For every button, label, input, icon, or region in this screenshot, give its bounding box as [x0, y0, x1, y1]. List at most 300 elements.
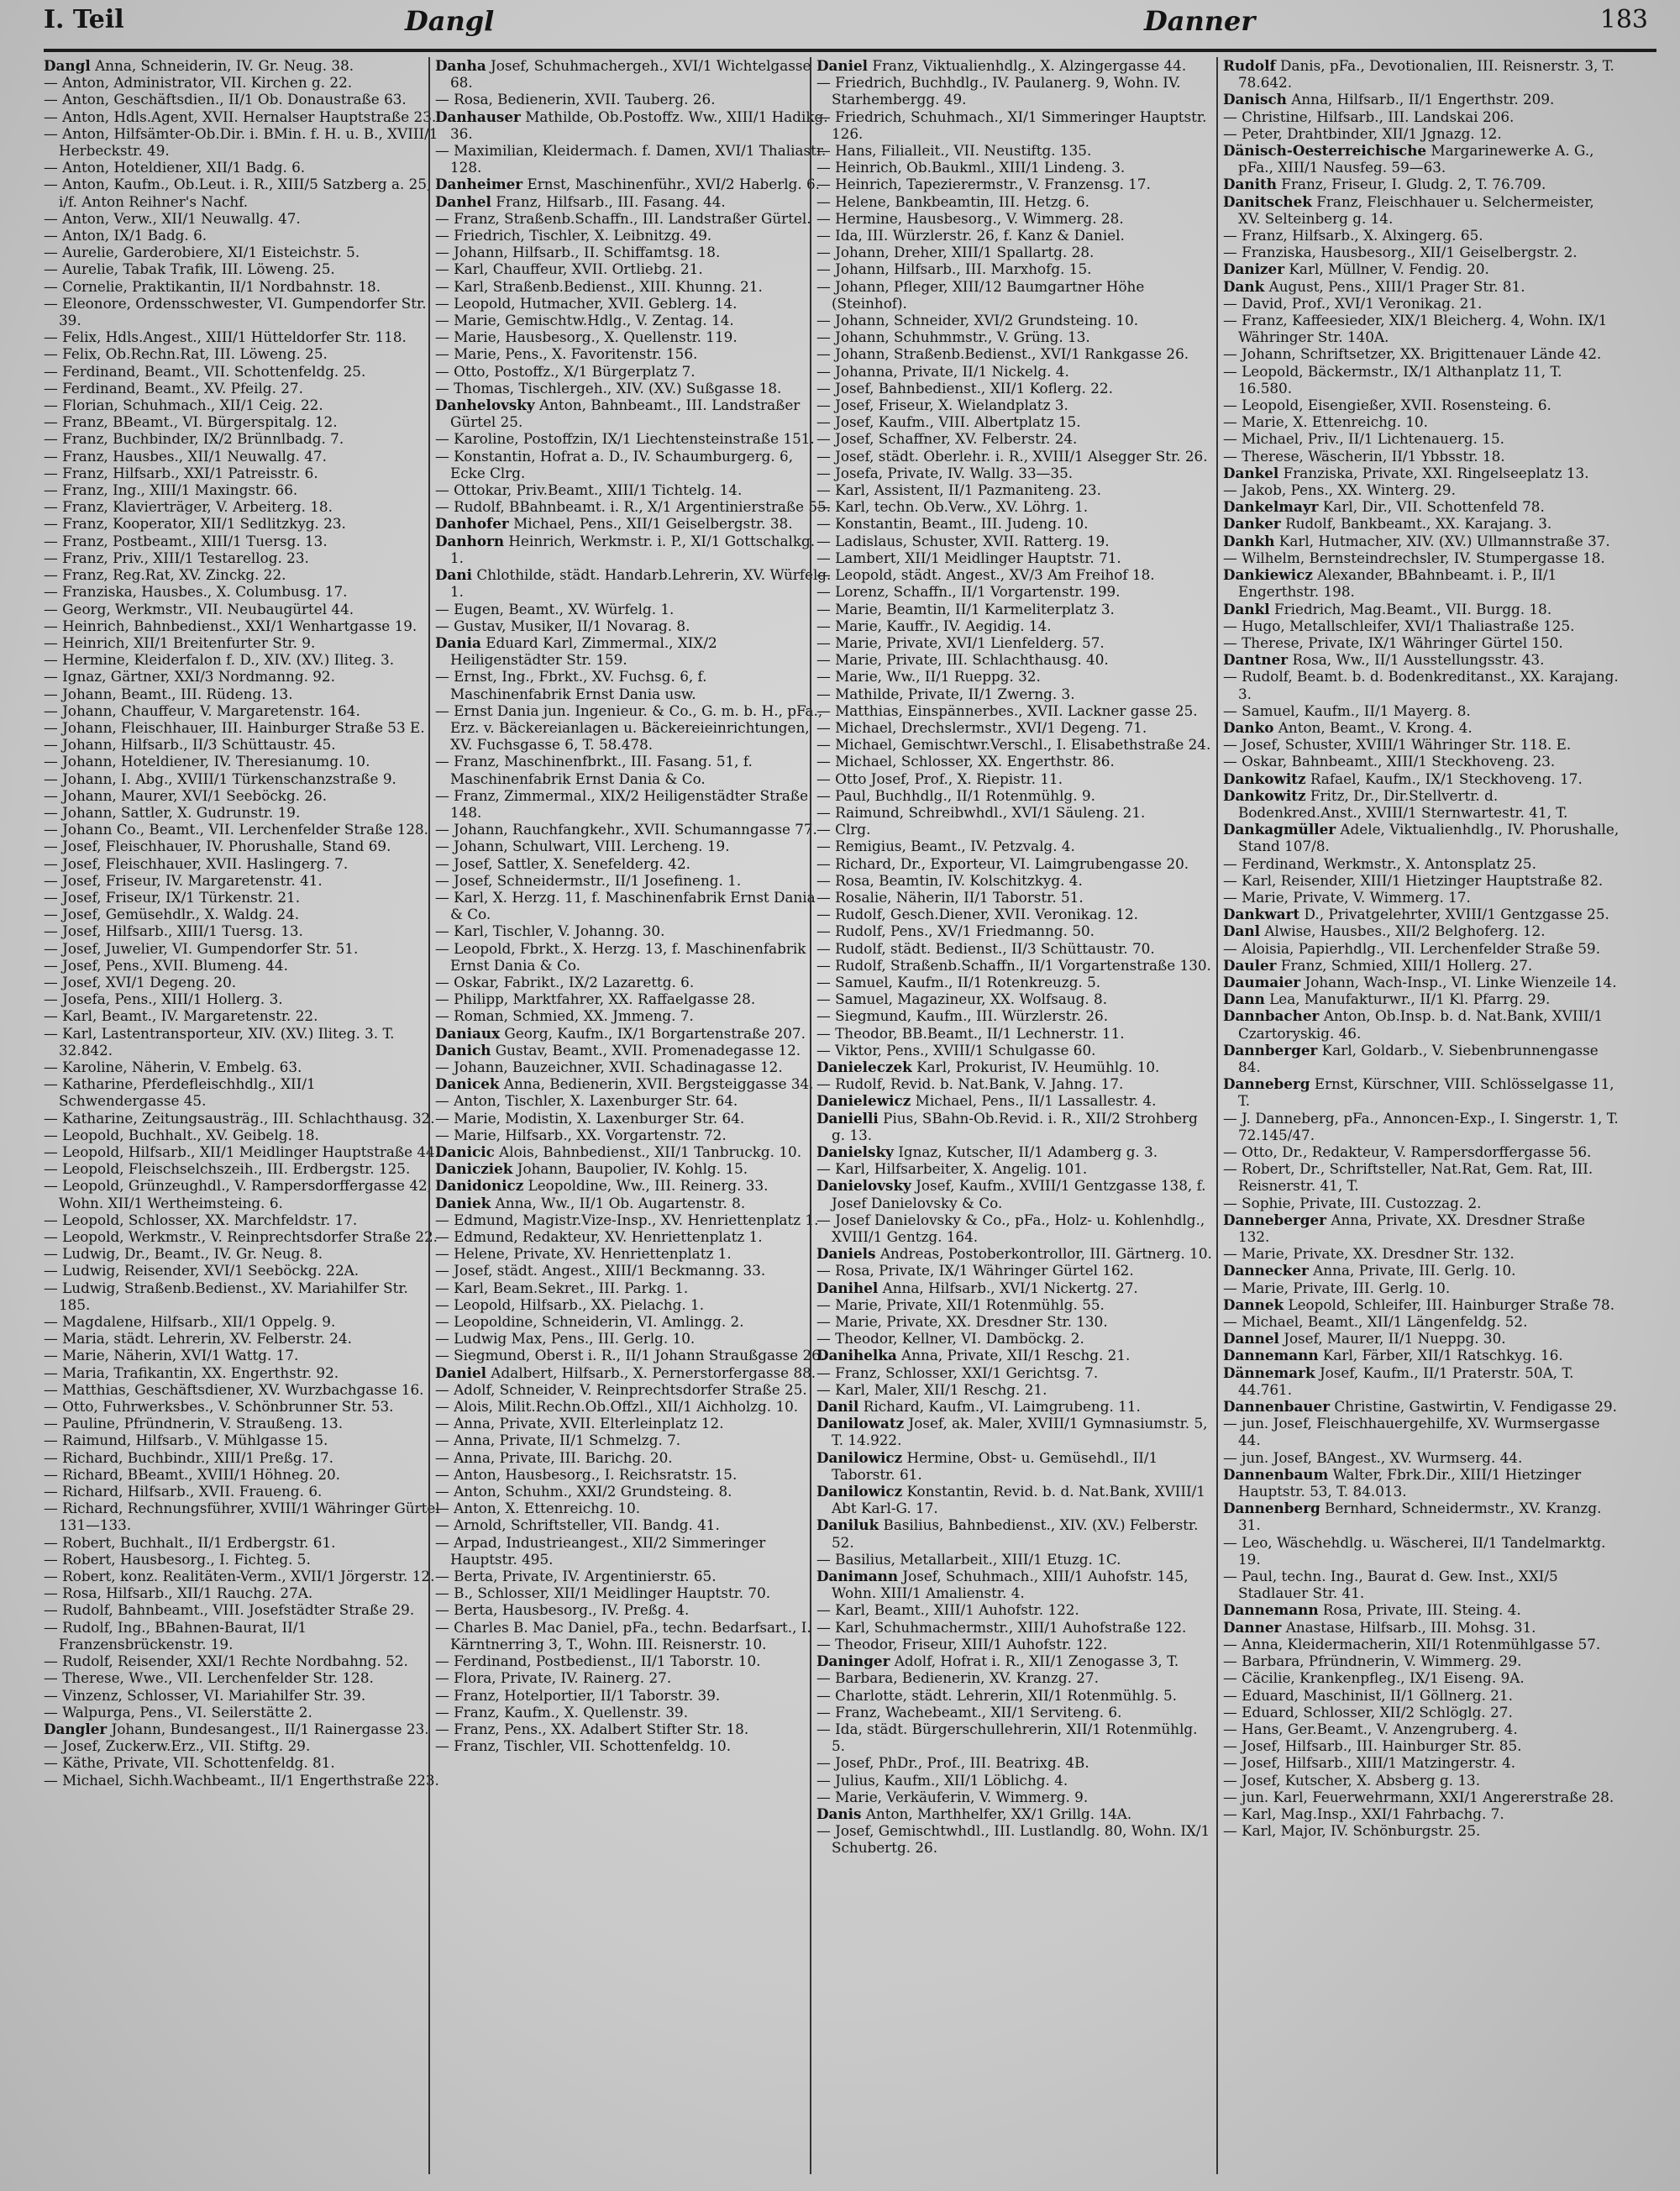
directory-entry: — Christine, Hilfsarb., III. Landskai 206. — [1223, 108, 1515, 125]
directory-entry: — Katharine, Pferdefleischhdlg., XII/1 Schwendergasse 45. — [44, 1075, 316, 1110]
directory-entry: — Marie, Hilfsarb., XX. Vorgartenstr. 72. — [435, 1126, 727, 1143]
entry-surname: Danneberger — [1223, 1211, 1327, 1228]
directory-entry: — Konstantin, Beamt., III. Judeng. 10. — [816, 515, 1089, 533]
directory-entry: Danhauser Mathilde, Ob.Postoffz. Ww., XIII/1 Hadikg. 36. — [435, 108, 828, 142]
directory-entry: Daniels Andreas, Postoberkontrollor, III. Gärtnerg. 10. — [816, 1245, 1212, 1263]
directory-entry: — J. Danneberg, pFa., Annoncen-Exp., I. Singerstr. 1, T. 72.145/47. — [1223, 1109, 1619, 1143]
directory-entry: — Franz, Tischler, VII. Schottenfeldg. 10. — [435, 1737, 732, 1755]
entry-surname: Dankowitz — [1223, 786, 1306, 804]
directory-entry: — Walpurga, Pens., VI. Seilerstätte 2. — [44, 1703, 312, 1721]
directory-entry: — Rosa, Hilfsarb., XII/1 Rauchg. 27A. — [44, 1584, 313, 1602]
directory-entry: — Karl, Assistent, II/1 Pazmaniteng. 23. — [816, 481, 1101, 499]
page-number: 183 — [1599, 5, 1648, 34]
directory-entry: — Ernst Dania jun. Ingenieur. & Co., G. m. b. H., pFa., Erz. v. Bäckereianlagen u. Bäckereieinrichtungen, XV. Fuchsgasse 6, T. 58.478. — [435, 701, 823, 754]
directory-entry: — Otto, Fuhrwerksbes., V. Schönbrunner Str. 53. — [44, 1398, 394, 1416]
page-header — [44, 5, 1656, 49]
directory-entry: — Ferdinand, Beamt., VII. Schottenfeldg. 25. — [44, 362, 366, 380]
entry-surname: Danneberg — [1223, 1075, 1310, 1093]
directory-entry: — Leopold, Werkmstr., V. Reinprechtsdorfer Straße 22. — [44, 1228, 438, 1246]
directory-entry: — Käthe, Private, VII. Schottenfeldg. 81. — [44, 1754, 335, 1772]
directory-entry: Dannel Josef, Maurer, II/1 Nueppg. 30. — [1223, 1330, 1506, 1348]
directory-entry: — Roman, Schmied, XX. Jmmeng. 7. — [435, 1007, 694, 1025]
directory-entry: — Karl, techn. Ob.Verw., XV. Löhrg. 1. — [816, 498, 1089, 516]
directory-entry: — Eduard, Schlosser, XII/2 Schlöglg. 27. — [1223, 1703, 1513, 1721]
directory-entry: — Karl, X. Herzg. 11, f. Maschinenfabrik Ernst Dania & Co. — [435, 888, 816, 923]
directory-entry: — Karl, Chauffeur, XVII. Ortliebg. 21. — [435, 260, 703, 278]
directory-entry: — Robert, Hausbesorg., I. Fichteg. 5. — [44, 1550, 311, 1568]
directory-entry: — Franz, Kaufm., X. Quellenstr. 39. — [435, 1703, 689, 1721]
directory-entry: — Viktor, Pens., XVIII/1 Schulgasse 60. — [816, 1041, 1096, 1059]
directory-entry: Dangl Anna, Schneiderin, IV. Gr. Neug. 38. — [44, 57, 354, 74]
entry-surname: Dannel — [1223, 1330, 1279, 1348]
directory-entry: — Ladislaus, Schuster, XVII. Ratterg. 19. — [816, 532, 1110, 549]
directory-entry: — Franz, Kaffeesieder, XIX/1 Bleicherg. 4, Wohn. IX/1 Währinger Str. 140A. — [1223, 312, 1608, 346]
directory-entry: Dannenbaum Walter, Fbrk.Dir., XIII/1 Hietzinger Hauptstr. 53, T. 84.013. — [1223, 1465, 1582, 1500]
directory-entry: Dantner Rosa, Ww., II/1 Ausstellungsstr. 43. — [1223, 651, 1545, 669]
directory-entry: — Marie, Private, XX. Dresdner Str. 130. — [816, 1313, 1108, 1331]
directory-entry: — Samuel, Kaufm., II/1 Rotenkreuzg. 5. — [816, 973, 1101, 990]
directory-entry: — Otto, Postoffz., X/1 Bürgerplatz 7. — [435, 362, 696, 380]
directory-entry: Danker Rudolf, Bankbeamt., XX. Karajang. 3. — [1223, 515, 1552, 533]
directory-entry: — Josef, Schneidermstr., II/1 Josefineng. 1. — [435, 871, 742, 889]
directory-entry: — Rudolf, Revid. b. Nat.Bank, V. Jahng. 17. — [816, 1075, 1124, 1093]
directory-entry: — Karl, Hilfsarbeiter, X. Angelig. 101. — [816, 1160, 1088, 1178]
directory-entry: — Karl, Tischler, V. Johanng. 30. — [435, 922, 665, 940]
entry-surname: Dannenbaum — [1223, 1465, 1329, 1483]
entry-surname: Danihel — [816, 1279, 879, 1296]
directory-entry: Danielli Pius, SBahn-Ob.Revid. i. R., XII/2 Strohberg g. 13. — [816, 1109, 1198, 1143]
directory-entry: Dankwart D., Privatgelehrter, XVIII/1 Gentzgasse 25. — [1223, 906, 1609, 923]
directory-entry: Danisch Anna, Hilfsarb., II/1 Engerthstr. 209. — [1223, 91, 1555, 108]
directory-entry: Dannemann Rosa, Private, III. Steing. 4. — [1223, 1601, 1521, 1619]
directory-entry: — Anton, Schuhm., XXI/2 Grundsteing. 8. — [435, 1483, 732, 1500]
directory-entry: — Josef, Friseur, IX/1 Türkenstr. 21. — [44, 888, 301, 906]
directory-entry: Danha Josef, Schuhmachergeh., XVI/1 Wichtelgasse 68. — [435, 57, 811, 92]
directory-entry: — Johann, Bauzeichner, XVII. Schadinagasse 12. — [435, 1058, 783, 1075]
directory-entry: Danil Richard, Kaufm., VI. Laimgrubeng. 11. — [816, 1398, 1141, 1416]
directory-entry: — Josef, Schuster, XVIII/1 Währinger Str. 118. E. — [1223, 736, 1572, 754]
directory-entry: — Leopold, Hilfsarb., XX. Pielachg. 1. — [435, 1295, 705, 1313]
entry-surname: Dannberger — [1223, 1041, 1318, 1059]
directory-entry: — Aurelie, Tabak Trafik, III. Löweng. 25. — [44, 260, 335, 278]
directory-entry: Danicziek Johann, Baupolier, IV. Kohlg. 15. — [435, 1160, 748, 1178]
directory-entry: — Therese, Wwe., VII. Lerchenfelder Str. 128. — [44, 1669, 374, 1687]
directory-entry: — Rosa, Bedienerin, XVII. Tauberg. 26. — [435, 91, 716, 108]
directory-entry: — Anton, Hausbesorg., I. Reichsratstr. 15. — [435, 1465, 738, 1483]
directory-entry: Danicic Alois, Bahnbedienst., XII/1 Tanbruckg. 10. — [435, 1143, 802, 1160]
directory-entry: — Leopold, städt. Angest., XV/3 Am Freihof 18. — [816, 566, 1155, 584]
directory-entry: Danl Alwise, Hausbes., XII/2 Belghoferg. 12. — [1223, 922, 1546, 940]
directory-entry: — Josef, Fleischhauer, IV. Phorushalle, Stand 69. — [44, 838, 391, 855]
directory-entry: — B., Schlosser, XII/1 Meidlinger Hauptstr. 70. — [435, 1584, 771, 1602]
directory-entry: — Josef, Zuckerw.Erz., VII. Stiftg. 29. — [44, 1737, 311, 1755]
directory-entry: — Helene, Bankbeamtin, III. Hetzg. 6. — [816, 192, 1090, 210]
directory-entry: — Karl, Schuhmachermstr., XIII/1 Auhofstraße 122. — [816, 1618, 1187, 1636]
directory-entry: — Franz, Ing., XIII/1 Maxingstr. 66. — [44, 481, 298, 499]
directory-entry: — Johann, Schriftsetzer, XX. Brigittenauer Lände 42. — [1223, 345, 1602, 363]
directory-entry: — Felix, Ob.Rechn.Rat, III. Löweng. 25. — [44, 345, 328, 363]
directory-entry: — Josef, Sattler, X. Senefelderg. 42. — [435, 854, 690, 872]
directory-entry: — Therese, Wäscherin, II/1 Ybbsstr. 18. — [1223, 447, 1505, 465]
directory-entry: — Eduard, Maschinist, II/1 Göllnerg. 21. — [1223, 1686, 1513, 1704]
entry-surname: Danidonicz — [435, 1177, 524, 1195]
directory-entry: — Franz, Wachebeamt., XII/1 Serviteng. 6. — [816, 1703, 1122, 1721]
directory-entry: — Leopold, Buchhalt., XV. Geibelg. 18. — [44, 1126, 319, 1143]
directory-entry: — Leopold, Grünzeughdl., V. Rampersdorffergasse 42, Wohn. XII/1 Wertheimsteing. 6. — [44, 1177, 432, 1211]
directory-entry: — Josefa, Private, IV. Wallg. 33—35. — [816, 464, 1074, 481]
directory-entry: — Florian, Schuhmach., XII/1 Ceig. 22. — [44, 397, 323, 414]
directory-entry: — Johann, Hilfsarb., III. Marxhofg. 15. — [816, 260, 1092, 278]
directory-entry: Danimann Josef, Schuhmach., XIII/1 Auhofstr. 145, Wohn. XIII/1 Amalienstr. 4. — [816, 1568, 1189, 1602]
directory-entry: — Josef, städt. Oberlehr. i. R., XVIII/1 Alsegger Str. 26. — [816, 447, 1208, 465]
entry-surname: Dank — [1223, 277, 1265, 295]
directory-entry: Danner Anastase, Hilfsarb., III. Mohsg. 31. — [1223, 1618, 1536, 1636]
directory-entry: — Josef, PhDr., Prof., III. Beatrixg. 4B. — [816, 1754, 1089, 1772]
directory-entry: — Josef, Kutscher, X. Absberg g. 13. — [1223, 1771, 1481, 1789]
directory-entry: — Paul, Buchhdlg., II/1 Rotenmühlg. 9. — [816, 786, 1095, 804]
directory-entry: — jun. Karl, Feuerwehrmann, XXI/1 Angererstraße 28. — [1223, 1788, 1614, 1805]
directory-entry: — Marie, Private, XII/1 Rotenmühlg. 55. — [816, 1295, 1105, 1313]
entry-surname: Danielewicz — [816, 1092, 911, 1110]
directory-entry: — Lambert, XII/1 Meidlinger Hauptstr. 71. — [816, 549, 1121, 566]
directory-entry: — Franziska, Hausbesorg., XII/1 Geiselbergstr. 2. — [1223, 244, 1578, 261]
directory-entry: — Josef, Gemüsehdlr., X. Waldg. 24. — [44, 906, 300, 923]
directory-entry: — Mathilde, Private, II/1 Zwerng. 3. — [816, 685, 1075, 702]
directory-entry: — Josef, Bahnbedienst., XII/1 Koflerg. 22. — [816, 379, 1113, 397]
column-3 — [810, 57, 1213, 2174]
directory-entry: — Paul, techn. Ing., Baurat d. Gew. Inst., XXI/5 Stadlauer Str. 41. — [1223, 1568, 1558, 1602]
entry-surname: Danicek — [435, 1075, 500, 1093]
directory-entry: — Konstantin, Hofrat a. D., IV. Schaumburgerg. 6, Ecke Clrg. — [435, 447, 794, 481]
entry-surname: Danner — [1223, 1618, 1282, 1636]
directory-entry: — Eugen, Beamt., XV. Würfelg. 1. — [435, 600, 675, 617]
directory-entry: — Ludwig, Reisender, XVI/1 Seeböckg. 22A. — [44, 1262, 360, 1279]
directory-entry: — Eleonore, Ordensschwester, VI. Gumpendorfer Str. 39. — [44, 294, 427, 329]
directory-entry: — Samuel, Kaufm., II/1 Mayerg. 8. — [1223, 701, 1471, 719]
directory-entry: — Oskar, Fabrikt., IX/2 Lazarettg. 6. — [435, 973, 695, 990]
directory-entry: Danhorn Heinrich, Werkmstr. i. P., XI/1 Gottschalkg. 1. — [435, 532, 816, 566]
directory-entry: — Barbara, Bedienerin, XV. Kranzg. 27. — [816, 1669, 1099, 1687]
directory-entry: Dannek Leopold, Schleifer, III. Hainburger Straße 78. — [1223, 1295, 1615, 1313]
directory-entry: Danheimer Ernst, Maschinenführ., XVI/2 Haberlg. 6. — [435, 176, 821, 193]
directory-entry: — Richard, Hilfsarb., XVII. Fraueng. 6. — [44, 1483, 323, 1500]
directory-entry: Danizer Karl, Müllner, V. Fendig. 20. — [1223, 260, 1489, 278]
directory-entry: Dankh Karl, Hutmacher, XIV. (XV.) Ullmannstraße 37. — [1223, 532, 1610, 549]
directory-entry: — Marie, Hausbesorg., X. Quellenstr. 119. — [435, 328, 738, 346]
directory-entry: — Rosa, Beamtin, IV. Kolschitzkyg. 4. — [816, 871, 1083, 889]
directory-entry: — Anna, Private, XVII. Elterleinplatz 12. — [435, 1415, 724, 1432]
directory-entry: — Cornelie, Praktikantin, II/1 Nordbahnstr. 18. — [44, 277, 381, 295]
directory-entry: — Franz, BBeamt., VI. Bürgerspitalg. 12. — [44, 413, 338, 431]
guide-word-right: Danner — [1144, 5, 1256, 37]
directory-entry: — Matthias, Einspännerbes., XVII. Lackner gasse 25. — [816, 701, 1198, 719]
entry-surname: Dännemark — [1223, 1363, 1315, 1381]
directory-entry: — Marie, Private, III. Gerlg. 10. — [1223, 1279, 1451, 1296]
directory-entry: — Josef, Hilfsarb., XIII/1 Tuersg. 13. — [44, 922, 303, 940]
directory-entry: — Johann, I. Abg., XVIII/1 Türkenschanzstraße 9. — [44, 770, 396, 787]
directory-entry: — Ernst, Ing., Fbrkt., XV. Fuchsg. 6, f. Maschinenfabrik Ernst Dania usw. — [435, 668, 707, 702]
directory-entry: — Adolf, Schneider, V. Reinprechtsdorfer Straße 25. — [435, 1380, 807, 1398]
directory-entry: Danidonicz Leopoldine, Ww., III. Reinerg. 33. — [435, 1177, 769, 1195]
directory-entry: — Ludwig, Straßenb.Bedienst., XV. Mariahilfer Str. 185. — [44, 1279, 408, 1313]
directory-columns — [44, 57, 1656, 2174]
directory-entry: Dank August, Pens., XIII/1 Prager Str. 81. — [1223, 277, 1525, 295]
directory-entry: — Franz, Postbeamt., XIII/1 Tuersg. 13. — [44, 532, 328, 549]
directory-entry: — Franz, Straßenb.Schaffn., III. Landstraßer Gürtel. — [435, 209, 811, 227]
directory-entry: Danis Anton, Marthhelfer, XX/1 Grillg. 14A. — [816, 1805, 1132, 1822]
entry-surname: Daniel — [816, 57, 869, 74]
directory-entry: — Rudolf, BBahnbeamt. i. R., X/1 Argentinierstraße 55. — [435, 498, 832, 516]
directory-entry: — Franz, Klavierträger, V. Arbeiterg. 18. — [44, 498, 333, 516]
directory-entry: — Richard, Dr., Exporteur, VI. Laimgrubengasse 20. — [816, 854, 1189, 872]
entry-surname: Danko — [1223, 718, 1274, 736]
column-1 — [44, 57, 440, 2174]
entry-surname: Danith — [1223, 176, 1277, 193]
directory-entry: — Josefa, Pens., XIII/1 Hollerg. 3. — [44, 990, 283, 1008]
column-2 — [428, 57, 832, 2174]
directory-entry: — Leo, Wäschehdlg. u. Wäscherei, II/1 Tandelmarktg. 19. — [1223, 1533, 1606, 1568]
directory-entry: — Josef, Friseur, IV. Margaretenstr. 41. — [44, 871, 323, 889]
directory-entry: — Johann, Rauchfangkehr., XVII. Schumanngasse 77. — [435, 821, 817, 838]
directory-entry: — Hugo, Metallschleifer, XVI/1 Thaliastraße 125. — [1223, 617, 1575, 634]
directory-entry: Dania Eduard Karl, Zimmermal., XIX/2 Heiligenstädter Str. 159. — [435, 633, 717, 669]
directory-entry: — Anton, X. Ettenreichg. 10. — [435, 1500, 641, 1517]
directory-entry: Danneberg Ernst, Kürschner, VIII. Schlösselgasse 11, T. — [1223, 1075, 1614, 1110]
directory-entry: — Anna, Private, II/1 Schmelzg. 7. — [435, 1432, 681, 1449]
directory-entry: — Johann, Pfleger, XIII/12 Baumgartner Höhe (Steinhof). — [816, 277, 1145, 312]
entry-surname: Danielli — [816, 1109, 879, 1127]
header-rule — [44, 49, 1656, 52]
entry-surname: Dankiewicz — [1223, 566, 1313, 584]
directory-entry: — Michael, Sichh.Wachbeamt., II/1 Engerthstraße 223. — [44, 1771, 439, 1789]
entry-surname: Daniek — [435, 1194, 491, 1211]
directory-entry: — Karl, Straßenb.Bedienst., XIII. Khunng. 21. — [435, 277, 763, 295]
directory-entry: — Georg, Werkmstr., VII. Neubaugürtel 44. — [44, 600, 354, 617]
directory-entry: — Rosa, Private, IX/1 Währinger Gürtel 162. — [816, 1262, 1134, 1279]
directory-entry: — Anton, IX/1 Badg. 6. — [44, 227, 207, 244]
directory-entry: — Basilius, Metallarbeit., XIII/1 Etuzg. 1C. — [816, 1550, 1121, 1568]
entry-surname: Danihelka — [816, 1347, 897, 1364]
entry-surname: Danhorn — [435, 532, 505, 549]
directory-entry: — Anton, Hilfsämter-Ob.Dir. i. BMin. f. H. u. B., XVIII/1 Herbeckstr. 49. — [44, 124, 438, 160]
directory-entry: — Friedrich, Schuhmach., XI/1 Simmeringer Hauptstr. 126. — [816, 108, 1207, 142]
directory-entry: — Leopold, Eisengießer, XVII. Rosensteing. 6. — [1223, 397, 1551, 414]
entry-surname: Danhauser — [435, 108, 521, 125]
directory-entry: — Leopold, Fbrkt., X. Herzg. 13, f. Maschinenfabrik Ernst Dania & Co. — [435, 939, 806, 974]
directory-entry: — Clrg. — [816, 821, 871, 838]
directory-entry: — Ida, III. Würzlerstr. 26, f. Kanz & Daniel. — [816, 227, 1125, 244]
directory-entry: — Karl, Lastentransporteur, XIV. (XV.) Iliteg. 3. T. 32.842. — [44, 1024, 395, 1059]
entry-surname: Danilowicz — [816, 1483, 903, 1500]
entry-surname: Danieleczek — [816, 1058, 912, 1075]
directory-entry: — Ludwig, Dr., Beamt., IV. Gr. Neug. 8. — [44, 1245, 323, 1263]
directory-entry: — Maximilian, Kleidermach. f. Damen, XVI/1 Thaliastr. 128. — [435, 142, 827, 176]
directory-entry: Daniaux Georg, Kaufm., IX/1 Borgartenstraße 207. — [435, 1024, 806, 1042]
directory-entry: — Richard, Rechnungsführer, XVIII/1 Währinger Gürtel 131—133. — [44, 1500, 440, 1534]
directory-entry: — Anna, Private, III. Barichg. 20. — [435, 1448, 673, 1466]
directory-entry: — Josef, Gemischtwhdl., III. Lustlandlg. 80, Wohn. IX/1 Schubertg. 26. — [816, 1822, 1210, 1857]
directory-entry: — Karl, Mag.Insp., XXI/1 Fahrbachg. 7. — [1223, 1805, 1504, 1822]
directory-entry: Dankel Franziska, Private, XXI. Ringelseeplatz 13. — [1223, 464, 1589, 481]
guide-word-left: Dangl — [405, 5, 495, 37]
directory-entry: — Raimund, Schreibwhdl., XVI/1 Säuleng. 21. — [816, 803, 1146, 821]
directory-entry: — Franz, Schlosser, XXI/1 Gerichtsg. 7. — [816, 1363, 1099, 1381]
directory-entry: — Franz, Hausbes., XII/1 Neuwallg. 47. — [44, 447, 327, 465]
directory-entry: — Maria, Trafikantin, XX. Engerthstr. 92. — [44, 1363, 339, 1381]
directory-entry: — Maria, städt. Lehrerin, XV. Felberstr. 24. — [44, 1330, 352, 1348]
directory-entry: Danhofer Michael, Pens., XII/1 Geiselbergstr. 38. — [435, 515, 793, 533]
entry-surname: Dangler — [44, 1720, 108, 1737]
directory-entry: — Leopoldine, Schneiderin, VI. Amlingg. 2. — [435, 1313, 744, 1331]
directory-entry: — Johann, Chauffeur, V. Margaretenstr. 164. — [44, 701, 360, 719]
directory-entry: — Marie, Kauffr., IV. Aegidig. 14. — [816, 617, 1052, 634]
directory-entry: Dannbacher Anton, Ob.Insp. b. d. Nat.Bank, XVIII/1 Czartoryskig. 46. — [1223, 1007, 1604, 1042]
entry-surname: Daninger — [816, 1652, 890, 1670]
directory-entry: — Ida, städt. Bürgerschullehrerin, XII/1 Rotenmühlg. 5. — [816, 1720, 1198, 1755]
directory-entry: — Wilhelm, Bernsteindrechsler, IV. Stumpergasse 18. — [1223, 549, 1605, 566]
directory-entry: Dankowitz Rafael, Kaufm., IX/1 Steckhoveng. 17. — [1223, 770, 1583, 787]
directory-entry: — Samuel, Magazineur, XX. Wolfsaug. 8. — [816, 990, 1108, 1008]
directory-entry: — David, Prof., XVI/1 Veronikag. 21. — [1223, 294, 1483, 312]
directory-entry: — Michael, Priv., II/1 Lichtenauerg. 15. — [1223, 430, 1505, 448]
directory-entry: Danilowicz Hermine, Obst- u. Gemüsehdl., II/1 Taborstr. 61. — [816, 1448, 1158, 1483]
directory-entry: — Pauline, Pfründnerin, V. Straußeng. 13. — [44, 1415, 344, 1432]
directory-entry: — Karl, Beam.Sekret., III. Parkg. 1. — [435, 1279, 689, 1296]
column-4 — [1216, 57, 1620, 2174]
directory-entry: — Marie, Private, XX. Dresdner Str. 132. — [1223, 1245, 1515, 1263]
directory-entry: — Josef, Hilfsarb., XIII/1 Matzingerstr. 4. — [1223, 1754, 1516, 1772]
directory-entry: — Siegmund, Kaufm., III. Würzlerstr. 26. — [816, 1007, 1109, 1025]
directory-entry: — Johann, Beamt., III. Rüdeng. 13. — [44, 685, 293, 702]
directory-entry: Dangler Johann, Bundesangest., II/1 Rainergasse 23. — [44, 1720, 429, 1737]
directory-entry: — Karl, Reisender, XIII/1 Hietzinger Hauptstraße 82. — [1223, 871, 1604, 889]
directory-entry: — Katharine, Zeitungsausträg., III. Schlachthausg. 32. — [44, 1109, 435, 1127]
entry-surname: Dänisch-Oesterreichische — [1223, 142, 1427, 160]
entry-surname: Dankagmüller — [1223, 821, 1336, 838]
directory-entry: — Rudolf, Ing., BBahnen-Baurat, II/1 Franzensbrückenstr. 19. — [44, 1618, 307, 1652]
directory-entry: — Richard, Buchbindr., XIII/1 Preßg. 17. — [44, 1448, 333, 1466]
directory-entry: — Peter, Drahtbinder, XII/1 Jgnazg. 12. — [1223, 124, 1502, 142]
directory-entry: Danneberger Anna, Private, XX. Dresdner Straße 132. — [1223, 1211, 1586, 1246]
directory-entry: Danieleczek Karl, Prokurist, IV. Heumühlg. 10. — [816, 1058, 1160, 1075]
entry-surname: Daniel — [435, 1363, 487, 1381]
directory-entry: Danhelovsky Anton, Bahnbeamt., III. Landstraßer Gürtel 25. — [435, 397, 801, 431]
entry-surname: Danilowatz — [816, 1415, 905, 1432]
directory-entry: — Charles B. Mac Daniel, pFa., techn. Bedarfsart., I. Kärntnerring 3, T., Wohn. III. Reisnerstr. 10. — [435, 1618, 811, 1652]
directory-entry: — Johann, Fleischhauer, III. Hainburger Straße 53 E. — [44, 718, 425, 736]
directory-entry: — Marie, Beamtin, II/1 Karmeliterplatz 3. — [816, 600, 1115, 617]
directory-entry: — Franz, Maschinenfbrkt., III. Fasang. 51, f. Maschinenfabrik Ernst Dania & Co. — [435, 753, 753, 787]
directory-entry: Daniluk Basilius, Bahnbedienst., XIV. (XV.) Felberstr. 52. — [816, 1516, 1199, 1551]
directory-entry: — Therese, Private, IX/1 Währinger Gürtel 150. — [1223, 633, 1563, 651]
directory-entry: — Leopold, Fleischselchszeih., III. Erdbergstr. 125. — [44, 1160, 411, 1178]
directory-entry: — Otto, Dr., Redakteur, V. Rampersdorffergasse 56. — [1223, 1143, 1592, 1160]
directory-entry: — Johann, Hoteldiener, IV. Theresianumg. 10. — [44, 753, 370, 770]
entry-surname: Danitschek — [1223, 192, 1312, 210]
directory-entry: — Rudolf, Straßenb.Schaffn., II/1 Vorgartenstraße 130. — [816, 956, 1211, 974]
entry-surname: Danhelovsky — [435, 397, 535, 414]
entry-surname: Dannenberg — [1223, 1500, 1320, 1517]
directory-entry: — Heinrich, Tapezierermstr., V. Franzensg. 17. — [816, 176, 1151, 193]
directory-entry: — Marie, Verkäuferin, V. Wimmerg. 9. — [816, 1788, 1089, 1805]
directory-entry: — Heinrich, Ob.Baukml., XIII/1 Lindeng. 3. — [816, 159, 1126, 176]
directory-entry: — Rudolf, Beamt. b. d. Bodenkreditanst., XX. Karajang. 3. — [1223, 668, 1619, 702]
directory-entry: — Anton, Hoteldiener, XII/1 Badg. 6. — [44, 159, 306, 176]
entry-surname: Dauler — [1223, 956, 1277, 974]
directory-entry: — Helene, Private, XV. Henriettenplatz 1. — [435, 1245, 732, 1263]
directory-entry: — Edmund, Redakteur, XV. Henriettenplatz 1. — [435, 1228, 763, 1246]
directory-entry: — Johann, Maurer, XVI/1 Seeböckg. 26. — [44, 786, 328, 804]
directory-entry: — Josef, Juwelier, VI. Gumpendorfer Str. 51. — [44, 939, 359, 957]
directory-entry: — Rosalie, Näherin, II/1 Taborstr. 51. — [816, 888, 1084, 906]
directory-entry: — Felix, Hdls.Angest., XIII/1 Hütteldorfer Str. 118. — [44, 328, 407, 346]
directory-entry: — Karl, Maler, XII/1 Reschg. 21. — [816, 1380, 1047, 1398]
directory-entry: — Johann, Schulwart, VIII. Lercheng. 19. — [435, 838, 730, 855]
entry-surname: Dankel — [1223, 464, 1279, 481]
directory-entry: Dankelmayr Karl, Dir., VII. Schottenfeld 78. — [1223, 498, 1545, 516]
directory-entry: — Rudolf, Reisender, XXI/1 Rechte Nordbahng. 52. — [44, 1652, 408, 1670]
entry-surname: Danha — [435, 57, 486, 74]
entry-surname: Dannecker — [1223, 1262, 1309, 1279]
directory-entry: — Michael, Schlosser, XX. Engerthstr. 86. — [816, 753, 1115, 770]
entry-surname: Dankl — [1223, 600, 1270, 617]
directory-entry: — Ottokar, Priv.Beamt., XIII/1 Tichtelg. 14. — [435, 481, 743, 499]
directory-entry: — Josef, Schaffner, XV. Felberstr. 24. — [816, 430, 1078, 448]
directory-entry: — Robert, konz. Realitäten-Verm., XVII/1 Jörgerstr. 12. — [44, 1568, 435, 1585]
directory-entry: — Thomas, Tischlergeh., XIV. (XV.) Sußgasse 18. — [435, 379, 782, 397]
entry-surname: Danielovsky — [816, 1177, 911, 1195]
entry-surname: Danizer — [1223, 260, 1285, 278]
directory-entry: — Josef, XVI/1 Degeng. 20. — [44, 973, 237, 990]
directory-entry: Dani Chlothilde, städt. Handarb.Lehrerin, XV. Würfelg. 1. — [435, 566, 832, 601]
entry-surname: Dankwart — [1223, 906, 1300, 923]
directory-entry: — Marie, Private, V. Wimmerg. 17. — [1223, 888, 1471, 906]
entry-surname: Dannbacher — [1223, 1007, 1320, 1025]
entry-surname: Dannemann — [1223, 1347, 1319, 1364]
directory-entry: — Anton, Verw., XII/1 Neuwallg. 47. — [44, 209, 301, 227]
directory-entry: — Karl, Major, IV. Schönburgstr. 25. — [1223, 1822, 1481, 1840]
directory-entry: — Arnold, Schriftsteller, VII. Bandg. 41. — [435, 1516, 720, 1534]
entry-surname: Danilowicz — [816, 1448, 903, 1466]
entry-surname: Dann — [1223, 990, 1265, 1008]
directory-entry: — Anton, Tischler, X. Laxenburger Str. 64. — [435, 1092, 738, 1110]
directory-entry: Dankl Friedrich, Mag.Beamt., VII. Burgg. 18. — [1223, 600, 1552, 617]
directory-entry: Danielovsky Josef, Kaufm., XVIII/1 Gentzgasse 138, f. Josef Danielovsky & Co. — [816, 1177, 1206, 1211]
directory-entry: — Ludwig Max, Pens., III. Gerlg. 10. — [435, 1330, 696, 1348]
directory-entry: — Karoline, Näherin, V. Embelg. 63. — [44, 1058, 302, 1075]
directory-entry: — Lorenz, Schaffn., II/1 Vorgartenstr. 199. — [816, 583, 1121, 601]
directory-entry: — Friedrich, Buchhdlg., IV. Paulanerg. 9, Wohn. IV. Starhembergg. 49. — [816, 74, 1181, 108]
directory-entry: — Anton, Administrator, VII. Kirchen g. 22. — [44, 74, 353, 92]
directory-entry: — jun. Josef, BAngest., XV. Wurmserg. 44. — [1223, 1448, 1523, 1466]
entry-surname: Rudolf — [1223, 57, 1276, 74]
directory-entry: — Ferdinand, Beamt., XV. Pfeilg. 27. — [44, 379, 303, 397]
directory-entry: — Marie, Gemischtw.Hdlg., V. Zentag. 14. — [435, 312, 734, 329]
directory-entry: — Marie, Näherin, XVI/1 Wattg. 17. — [44, 1347, 299, 1364]
entry-surname: Danheimer — [435, 176, 523, 193]
directory-entry: — Marie, X. Ettenreichg. 10. — [1223, 413, 1429, 431]
directory-entry: — Josef, Friseur, X. Wielandplatz 3. — [816, 397, 1068, 414]
directory-entry: — Theodor, BB.Beamt., II/1 Lechnerstr. 11. — [816, 1024, 1125, 1042]
directory-entry: Danielewicz Michael, Pens., II/1 Lassallestr. 4. — [816, 1092, 1157, 1110]
directory-entry: — Karl, Beamt., XIII/1 Auhofstr. 122. — [816, 1601, 1079, 1619]
directory-entry: — Johann Co., Beamt., VII. Lerchenfelder Straße 128. — [44, 821, 429, 838]
directory-entry: — Berta, Hausbesorg., IV. Preßg. 4. — [435, 1601, 690, 1619]
directory-entry: — Franz, Pens., XX. Adalbert Stifter Str. 18. — [435, 1720, 749, 1737]
directory-entry: — Karoline, Postoffzin, IX/1 Liechtensteinstraße 151. — [435, 430, 815, 448]
directory-entry: — Rudolf, Pens., XV/1 Friedmanng. 50. — [816, 922, 1095, 940]
directory-entry: — Julius, Kaufm., XII/1 Löblichg. 4. — [816, 1771, 1068, 1789]
